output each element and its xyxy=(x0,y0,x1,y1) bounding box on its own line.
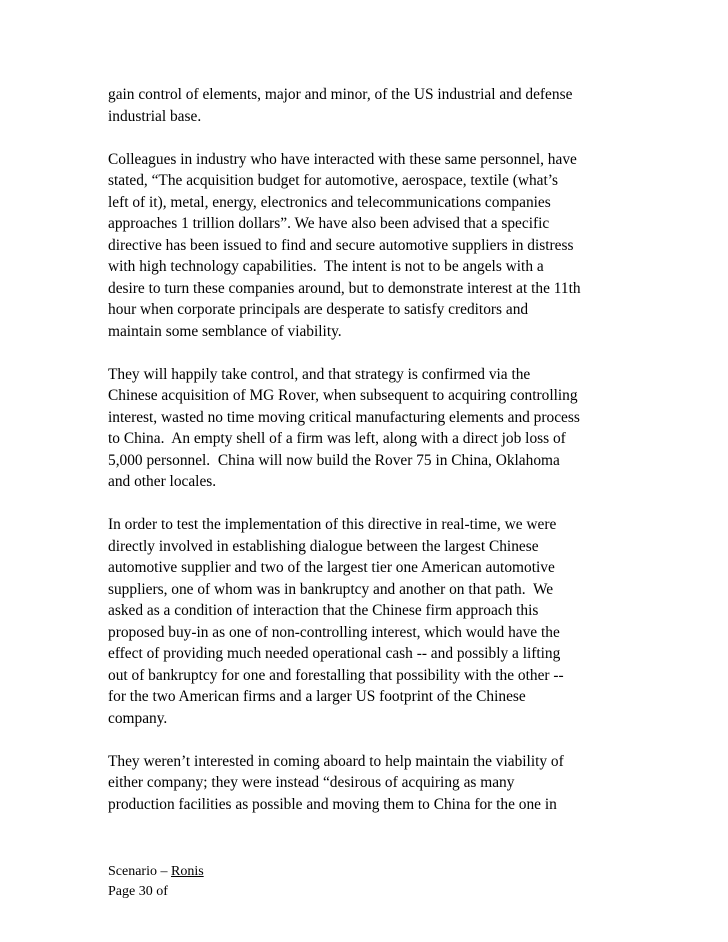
text-line: production facilities as possible and moving them to China for the one in xyxy=(108,795,557,813)
text-line: for the two American firms and a larger US footprint of the Chinese xyxy=(108,688,526,705)
text-line: gain control of elements, major and minor, of the US industrial and defense xyxy=(108,86,573,103)
text-line: proposed buy-in as one of non-controlling interest, which would have the xyxy=(108,623,560,641)
page-footer xyxy=(108,862,204,901)
text-line: Colleagues in industry who have interacted with these same personnel, have xyxy=(108,150,577,168)
text-line: interest, wasted no time moving critical manufacturing elements and process xyxy=(108,408,580,426)
text-line: maintain some semblance of viability. xyxy=(108,322,342,340)
text-line: approaches 1 trillion dollars”. We have also been advised that a specific xyxy=(108,215,550,232)
text-line: Chinese acquisition of MG Rover, when subsequent to acquiring controlling xyxy=(108,387,578,404)
text-line: suppliers, one of whom was in bankruptcy and another on that path. We xyxy=(108,580,554,598)
text-line: They weren’t interested in coming aboard to help maintain the viability of xyxy=(108,752,564,770)
text-line: either company; they were instead “desirous of acquiring as many xyxy=(108,774,515,791)
footer-prefix: Scenario – xyxy=(108,864,171,879)
text-line: directive has been issued to find and secure automotive suppliers in distress xyxy=(108,236,574,254)
paragraph xyxy=(108,84,628,127)
text-line: effect of providing much needed operational cash -- and possibly a lifting xyxy=(108,645,561,662)
text-line: In order to test the implementation of this directive in real-time, we were xyxy=(108,516,557,533)
text-line: with high technology capabilities. The intent is not to be angels with a xyxy=(108,258,544,275)
text-line: company. xyxy=(108,709,168,727)
text-line: left of it), metal, energy, electronics and telecommunications companies xyxy=(108,193,551,211)
text-line: 5,000 personnel. China will now build the Rover 75 in China, Oklahoma xyxy=(108,451,560,469)
text-line: out of bankruptcy for one and forestalling that possibility with the other -- xyxy=(108,666,564,684)
text-line: They will happily take control, and that strategy is confirmed via the xyxy=(108,365,531,383)
paragraph xyxy=(108,149,628,343)
footer-title xyxy=(108,862,204,882)
paragraph xyxy=(108,751,628,816)
text-line: industrial base. xyxy=(108,107,202,125)
text-line: to China. An empty shell of a firm was left, along with a direct job loss of xyxy=(108,430,566,447)
text-line: desire to turn these companies around, but to demonstrate interest at the 11th xyxy=(108,279,581,297)
text-line: hour when corporate principals are desperate to satisfy creditors and xyxy=(108,301,529,318)
author-link[interactable]: Ronis xyxy=(170,864,204,879)
paragraph xyxy=(108,514,628,729)
text-line: and other locales. xyxy=(108,473,217,490)
text-line: automotive supplier and two of the largest tier one American automotive xyxy=(108,559,555,576)
text-line: stated, “The acquisition budget for automotive, aerospace, textile (what’s xyxy=(108,172,559,189)
document-body xyxy=(108,84,628,837)
page-number: Page 30 of xyxy=(108,883,168,899)
paragraph xyxy=(108,364,628,493)
text-line: directly involved in establishing dialogue between the largest Chinese xyxy=(108,537,539,555)
text-line: asked as a condition of interaction that the Chinese firm approach this xyxy=(108,602,539,619)
